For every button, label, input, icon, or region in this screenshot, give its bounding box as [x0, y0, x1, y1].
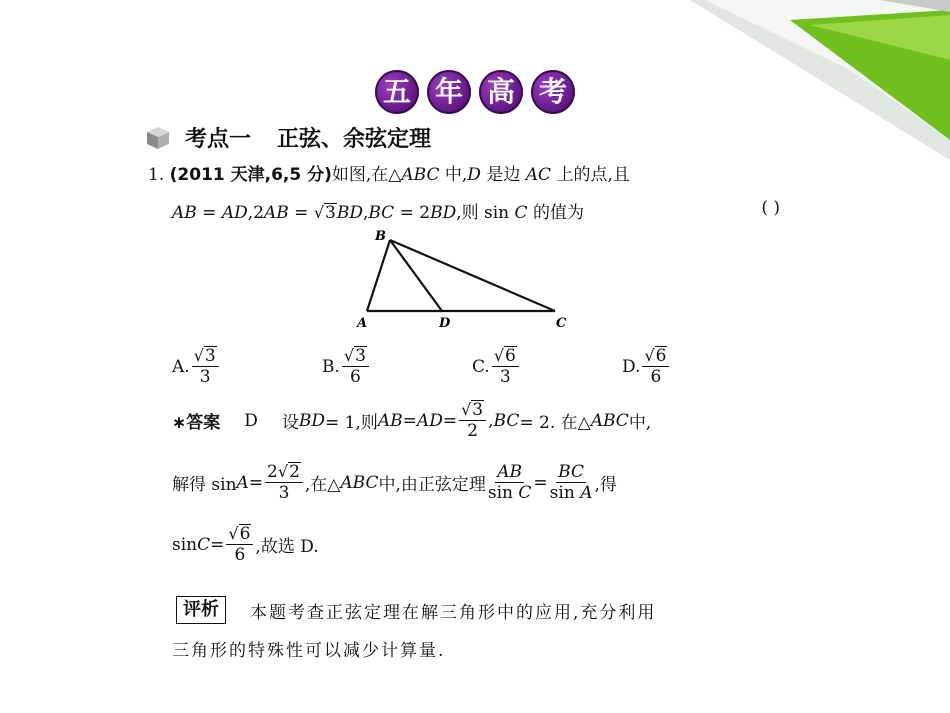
question-text: BC [368, 203, 395, 223]
fraction-denominator: 2 [467, 421, 479, 441]
answer-text: = [442, 410, 458, 431]
fraction: √ 3 2 [459, 400, 486, 441]
answer-text: = 1,则 [325, 413, 378, 433]
answer-text: sin [172, 534, 198, 555]
question-text: = 2 [394, 203, 431, 223]
triangle-figure [350, 230, 580, 330]
fraction-denominator: C [518, 483, 532, 503]
option-fraction: √ 6 6 [642, 346, 669, 387]
option-letter: D. [622, 356, 641, 377]
fraction-numerator: BC [558, 462, 584, 482]
answer-line-2 [172, 462, 617, 503]
answer-blank: ( ) [761, 198, 780, 218]
fraction: √ 6 6 [226, 524, 253, 565]
vertex-label-a: A [357, 316, 368, 330]
question-text: 的值为 [527, 203, 584, 223]
question-text: 如图,在△ [331, 165, 402, 185]
options-row [172, 346, 772, 387]
option-d[interactable] [622, 346, 772, 387]
cube-icon [145, 125, 171, 151]
answer-text: BC [493, 410, 520, 431]
title-char: 考 [531, 70, 575, 114]
question-text: 是边 [480, 165, 526, 185]
question-source: (2011 天津,6,5 分) [169, 165, 332, 185]
option-a[interactable] [172, 346, 322, 387]
fraction-numerator: 3 [472, 400, 484, 420]
evaluation-label: 评析 [176, 596, 226, 624]
fraction-numerator: 2 [289, 462, 300, 482]
option-fraction: √ 6 3 [492, 346, 519, 387]
answer-text: = [248, 472, 264, 493]
option-fraction: √ 3 3 [192, 346, 219, 387]
fraction-numerator: 6 [655, 346, 667, 366]
question-line-2 [172, 198, 780, 223]
answer-choice: D [244, 410, 258, 431]
answer-text: ABC [340, 472, 379, 493]
fraction: 2 √ 2 3 [265, 462, 303, 503]
answer-text: = 2. 在△ [519, 413, 591, 433]
answer-text: AB [377, 410, 403, 431]
fraction [550, 462, 593, 503]
fraction-coefficient: 2 [267, 462, 278, 482]
evaluation-line-1 [176, 596, 656, 624]
fraction-denominator: 3 [499, 367, 511, 387]
question-text: BD [336, 203, 363, 223]
fraction-denominator: A [580, 483, 593, 503]
question-text: ,则 sin [456, 203, 515, 223]
option-letter: A. [172, 356, 190, 377]
answer-text: = [210, 534, 225, 555]
vertex-label-b: B [375, 230, 386, 244]
question-text: , [362, 203, 369, 223]
answer-label: ∗答案 [172, 413, 221, 433]
sqrt-argument: 3 [325, 203, 336, 223]
section-heading [145, 122, 431, 153]
option-letter: C. [472, 356, 490, 377]
option-letter: B. [322, 356, 340, 377]
sqrt-expression: √ 3 [313, 203, 336, 223]
question-line-1 [148, 160, 630, 185]
option-c[interactable] [472, 346, 622, 387]
title-char: 高 [479, 70, 523, 114]
title-char: 年 [427, 70, 471, 114]
answer-text: AD [416, 410, 443, 431]
fraction-denominator: 6 [650, 367, 662, 387]
answer-text: ABC [590, 410, 629, 431]
answer-text: C [197, 534, 211, 555]
fraction [488, 462, 532, 503]
question-text: BD [430, 203, 457, 223]
title-char: 五 [375, 70, 419, 114]
answer-text: 中,由正弦定理 [378, 475, 486, 495]
fraction-numerator: 6 [239, 524, 251, 544]
fraction-numerator: 6 [505, 346, 516, 366]
question-number: 1. [148, 165, 165, 185]
answer-text: 解得 sin [172, 475, 237, 495]
vertex-label-d: D [439, 316, 451, 330]
fraction-denominator: sin [549, 483, 581, 503]
answer-text: 中, [628, 413, 652, 433]
evaluation-line-2 [172, 636, 445, 661]
answer-text: , [488, 410, 494, 431]
fraction-numerator: 3 [204, 346, 216, 366]
question-text: AB [263, 203, 289, 223]
option-fraction: √ 3 6 [342, 346, 369, 387]
answer-text: = [533, 472, 548, 493]
answer-text: A [236, 472, 249, 493]
answer-text: ,故选 D. [255, 537, 319, 557]
question-text: AB = AD [172, 203, 248, 223]
answer-text: = [402, 410, 417, 431]
question-text: 上的点,且 [551, 165, 630, 185]
question-text: ABC [401, 165, 440, 185]
answer-text: 设 [281, 413, 299, 433]
question-text: 中, [439, 165, 468, 185]
vertex-label-c: C [556, 316, 567, 330]
question-text: ,2 [247, 203, 264, 223]
fraction-numerator: 3 [355, 346, 366, 366]
evaluation-text: 三角形的特殊性可以减少计算量. [172, 641, 446, 661]
question-text: C [514, 203, 528, 223]
evaluation-text: 本题考查正弦定理在解三角形中的应用,充分利用 [250, 602, 657, 623]
fraction-denominator: 6 [234, 545, 246, 565]
fraction-denominator: 6 [350, 367, 361, 387]
section-topic: 正弦、余弦定理 [277, 127, 432, 152]
fraction-denominator: 3 [278, 483, 290, 503]
answer-line-3 [172, 524, 319, 565]
question-text: D [467, 165, 481, 185]
fraction-denominator: 3 [199, 367, 211, 387]
question-text: = [288, 203, 314, 223]
answer-text: BD [298, 410, 326, 431]
answer-text: ,得 [594, 475, 617, 495]
question-text: AC [525, 165, 552, 185]
section-label: 考点一 [185, 127, 252, 152]
answer-text: ,在△ [304, 475, 341, 495]
page-title [0, 70, 950, 114]
answer-line-1 [172, 400, 651, 441]
fraction-denominator: sin [487, 483, 519, 503]
option-b[interactable] [322, 346, 472, 387]
fraction-numerator: AB [497, 462, 523, 482]
